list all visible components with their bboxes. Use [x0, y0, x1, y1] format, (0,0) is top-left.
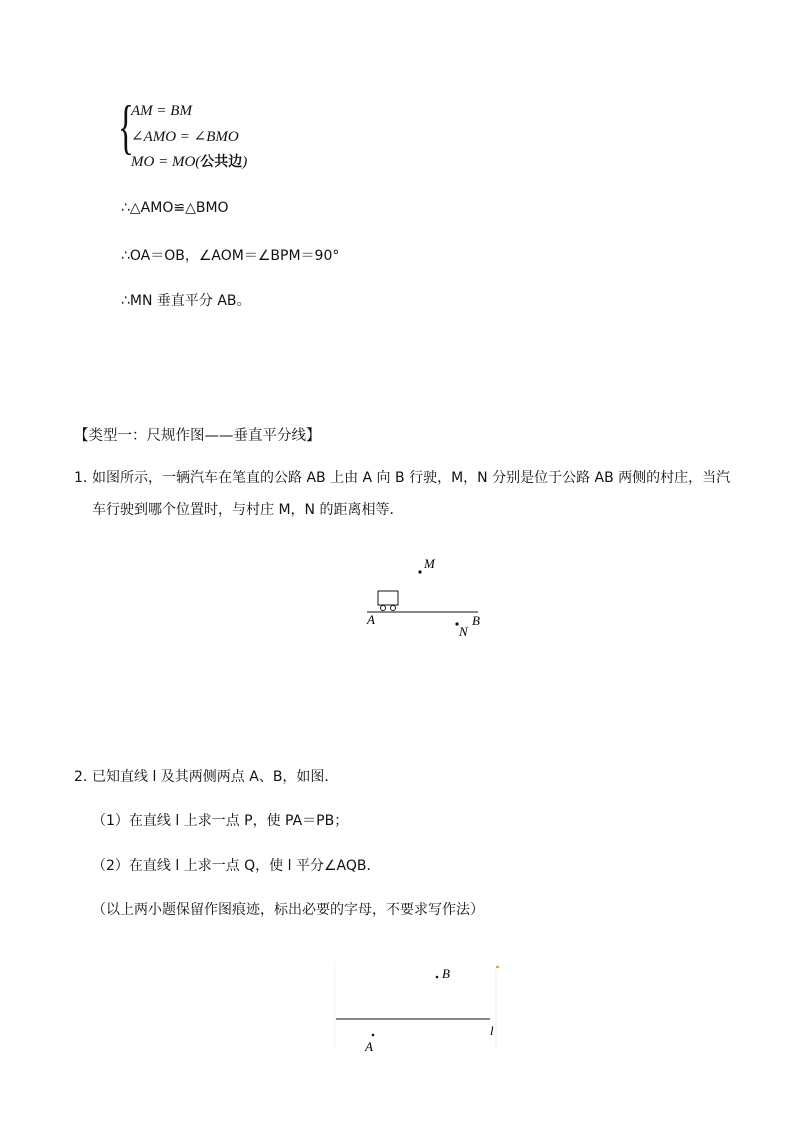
equation-line-3-cn: 公共边	[200, 155, 243, 170]
equation-line-3-close: )	[242, 154, 248, 170]
q1-figure	[360, 553, 500, 643]
q2-number: 2．	[74, 769, 97, 785]
q2-figure	[330, 960, 510, 1060]
q2-part2: （2）在直线 l 上求一点 Q，使 l 平分∠AQB．	[92, 858, 381, 874]
car-icon	[378, 591, 398, 611]
left-brace: {	[118, 94, 134, 160]
equation-line-3-math: MO = MO(	[131, 154, 201, 170]
q2-intro: 已知直线 l 及其两侧两点 A、B，如图．	[92, 769, 339, 785]
label-n: N	[459, 624, 468, 639]
label-a: A	[367, 612, 375, 627]
label-m: M	[424, 556, 435, 571]
equation-line-2: ∠AMO = ∠BMO	[131, 129, 239, 145]
section-title: 【类型一：尺规作图——垂直平分线】	[74, 428, 321, 444]
equation-line-3	[131, 151, 247, 171]
label-b: B	[442, 966, 450, 981]
label-a: A	[365, 1039, 373, 1054]
equation-line-1: AM = BM	[131, 103, 192, 119]
q1-number: 1．	[74, 470, 97, 486]
q2-note: （以上两小题保留作图痕迹，标出必要的字母，不要求写作法）	[92, 902, 484, 918]
q1-text-line1: 如图所示，一辆汽车在笔直的公路 AB 上由 A 向 B 行驶，M，N 分别是位于公路 AB 两侧的村庄，当汽	[92, 470, 731, 486]
point-m	[418, 570, 421, 573]
conclusion-perpendicular-bisector: ∴MN 垂直平分 AB。	[121, 293, 251, 309]
conclusion-congruent: ∴△AMO≌△BMO	[121, 200, 229, 216]
label-l: l	[490, 1023, 494, 1038]
orange-mark	[496, 966, 499, 968]
point-a	[372, 1034, 375, 1037]
label-b: B	[472, 613, 480, 628]
q2-part1: （1）在直线 l 上求一点 P，使 PA＝PB；	[92, 813, 349, 829]
conclusion-equal-segments: ∴OA＝OB，∠AOM＝∠BPM＝90°	[121, 248, 340, 264]
point-b	[436, 976, 439, 979]
q1-text-line2: 车行驶到哪个位置时，与村庄 M，N 的距离相等．	[92, 502, 404, 518]
